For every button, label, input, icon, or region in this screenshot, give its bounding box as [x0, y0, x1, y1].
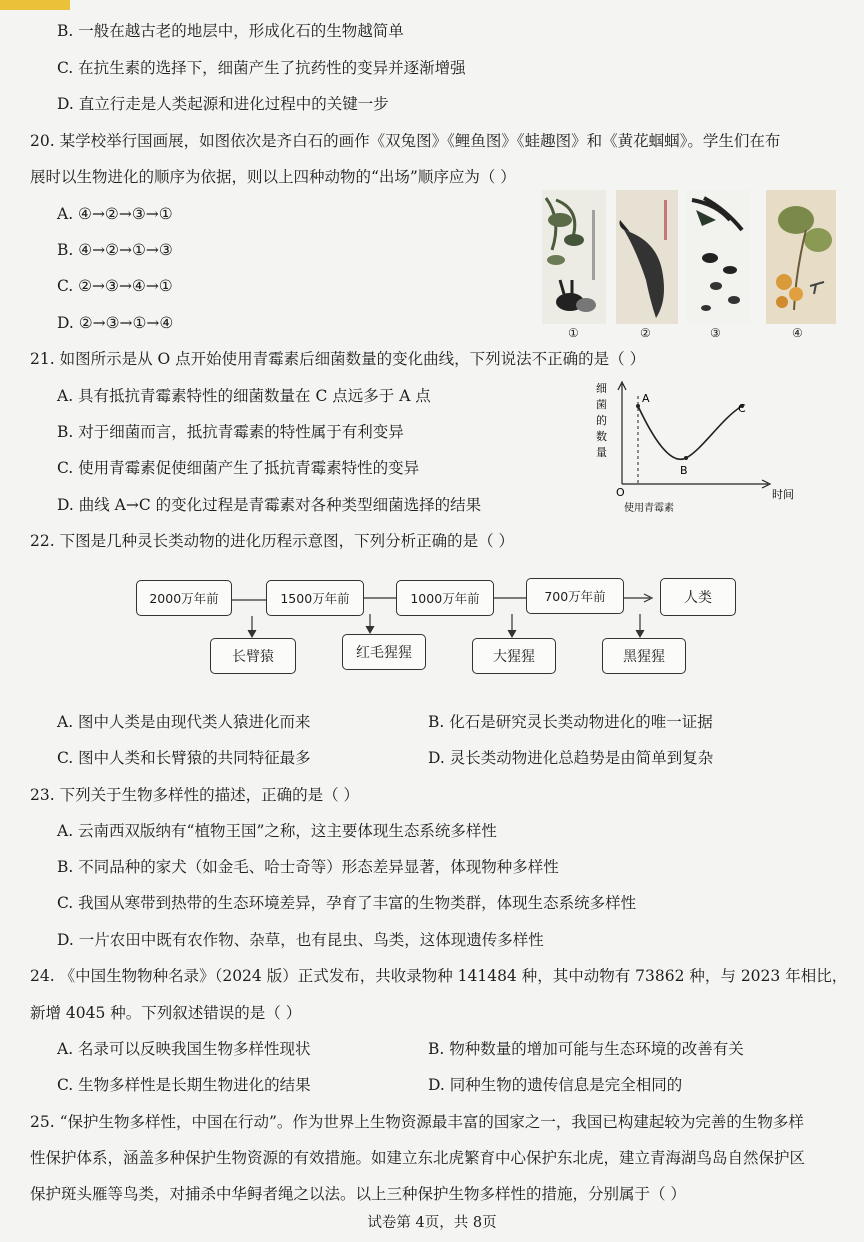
chart-curve: [638, 406, 742, 459]
chart-label-c: C: [738, 402, 746, 415]
q22-option-b: B. 化石是研究灵长类动物进化的唯一证据: [428, 713, 713, 731]
timeline-box-10m: 1000万年前: [396, 580, 494, 616]
chart-point-b: [684, 456, 688, 460]
q24-option-d: D. 同种生物的遗传信息是完全相同的: [428, 1076, 683, 1094]
chart-ylabel-char: 量: [596, 446, 607, 459]
q22-option-d: D. 灵长类动物进化总趋势是由简单到复杂: [428, 749, 714, 767]
painting-frogs: [686, 190, 750, 324]
q22-option-c: C. 图中人类和长臂猿的共同特征最多: [57, 749, 311, 767]
q23-option-c: C. 我国从寒带到热带的生态环境差异，孕育了丰富的生物类群，体现生态系统多样性: [57, 894, 637, 912]
q21-option-c: C. 使用青霉素促使细菌产生了抵抗青霉素特性的变异: [57, 459, 420, 477]
timeline-box-20m: 2000万年前: [136, 580, 232, 616]
chart-ylabel-char: 细: [596, 382, 607, 395]
q21-option-a: A. 具有抵抗青霉素特性的细菌数量在 C 点远多于 A 点: [57, 387, 431, 405]
box-chimpanzee: 黑猩猩: [602, 638, 686, 674]
q23-option-d: D. 一片农田中既有农作物、杂草，也有昆虫、鸟类，这体现遗传多样性: [57, 931, 544, 949]
chart-ylabel-char: 菌: [596, 398, 607, 411]
painting-label-2: ②: [640, 326, 651, 340]
q25-line2: 性保护体系，涵盖多种保护生物资源的有效措施。如建立东北虎繁育中心保护东北虎，建立青海湖鸟岛自然保护区: [30, 1149, 806, 1167]
painting-rabbits: [542, 190, 606, 324]
q20-option-b: B. ④→②→①→③: [57, 241, 173, 259]
q19-option-c: C. 在抗生素的选择下，细菌产生了抗药性的变异并逐渐增强: [57, 59, 466, 77]
q19-option-b: B. 一般在越古老的地层中，形成化石的生物越简单: [57, 22, 404, 40]
q24-option-c: C. 生物多样性是长期生物进化的结果: [57, 1076, 311, 1094]
chart-ylabel-char: 的: [596, 414, 607, 427]
primate-evolution-diagram: [120, 570, 760, 680]
q22-option-a: A. 图中人类是由现代类人猿进化而来: [57, 713, 311, 731]
painting-carp: [616, 190, 678, 324]
painting-label-4: ④: [792, 326, 803, 340]
q21-stem: 21. 如图所示是从 O 点开始使用青霉素后细菌数量的变化曲线，下列说法不正确的是（ ）: [30, 350, 646, 368]
box-human: 人类: [660, 578, 736, 616]
chart-label-a: A: [642, 392, 650, 405]
painting-flowers-katydid: [766, 190, 836, 324]
timeline-box-7m: 700万年前: [526, 578, 624, 614]
q24-option-a: A. 名录可以反映我国生物多样性现状: [57, 1040, 311, 1058]
q25-line3: 保护斑头雁等鸟类，对捕杀中华鲟者绳之以法。以上三种保护生物多样性的措施，分别属于（ ）: [30, 1185, 686, 1203]
painting-label-3: ③: [710, 326, 721, 340]
q24-stem-line1: 24. 《中国生物物种名录》（2024 版）正式发布，共收录物种 141484 种，其中动物有 73862 种，与 2023 年相比，: [30, 967, 848, 985]
q24-stem-line2: 新增 4045 种。下列叙述错误的是（ ）: [30, 1004, 302, 1022]
q24-option-b: B. 物种数量的增加可能与生态环境的改善有关: [428, 1040, 744, 1058]
painting-label-1: ①: [568, 326, 579, 340]
box-gorilla: 大猩猩: [472, 638, 556, 674]
chart-xlabel: 时间: [772, 488, 794, 501]
timeline-box-15m: 1500万年前: [266, 580, 364, 616]
q20-stem-line2: 展时以生物进化的顺序为依据，则以上四种动物的“出场”顺序应为（ ）: [30, 168, 516, 186]
q23-stem: 23. 下列关于生物多样性的描述，正确的是（ ）: [30, 786, 360, 804]
q23-option-b: B. 不同品种的家犬（如金毛、哈士奇等）形态差异显著，体现物种多样性: [57, 858, 559, 876]
q20-option-c: C. ②→③→④→①: [57, 277, 173, 295]
bacteria-curve-chart: [590, 378, 830, 518]
q20-option-a: A. ④→②→③→①: [57, 205, 173, 223]
chart-origin-label: O: [616, 486, 625, 499]
q20-option-d: D. ②→③→①→④: [57, 314, 174, 332]
box-gibbon: 长臂猿: [210, 638, 296, 674]
q22-stem: 22. 下图是几种灵长类动物的进化历程示意图，下列分析正确的是（ ）: [30, 532, 515, 550]
qi-baishi-paintings: [540, 190, 840, 340]
q25-line1: 25. “保护生物多样性，中国在行动”。作为世界上生物资源最丰富的国家之一，我国已构建起较为完善的生物多样: [30, 1113, 804, 1131]
q19-option-d: D. 直立行走是人类起源和进化过程中的关键一步: [57, 95, 389, 113]
q23-option-a: A. 云南西双版纳有“植物王国”之称，这主要体现生态系统多样性: [57, 822, 497, 840]
page-footer: 试卷第 4页，共 8页: [367, 1215, 497, 1231]
logo-fragment: [0, 0, 70, 10]
chart-ylabel-char: 数: [596, 430, 607, 443]
chart-point-a: [636, 404, 640, 408]
box-orangutan: 红毛猩猩: [342, 634, 426, 670]
q21-option-b: B. 对于细菌而言，抵抗青霉素的特性属于有利变异: [57, 423, 404, 441]
chart-label-b: B: [680, 464, 688, 477]
chart-marker-label: 使用青霉素: [624, 503, 674, 514]
q20-stem-line1: 20. 某学校举行国画展，如图依次是齐白石的画作《双兔图》《鲤鱼图》《蛙趣图》和《黄花蝈蝈》。学生们在布: [30, 132, 781, 150]
q21-option-d: D. 曲线 A→C 的变化过程是青霉素对各种类型细菌选择的结果: [57, 496, 482, 514]
